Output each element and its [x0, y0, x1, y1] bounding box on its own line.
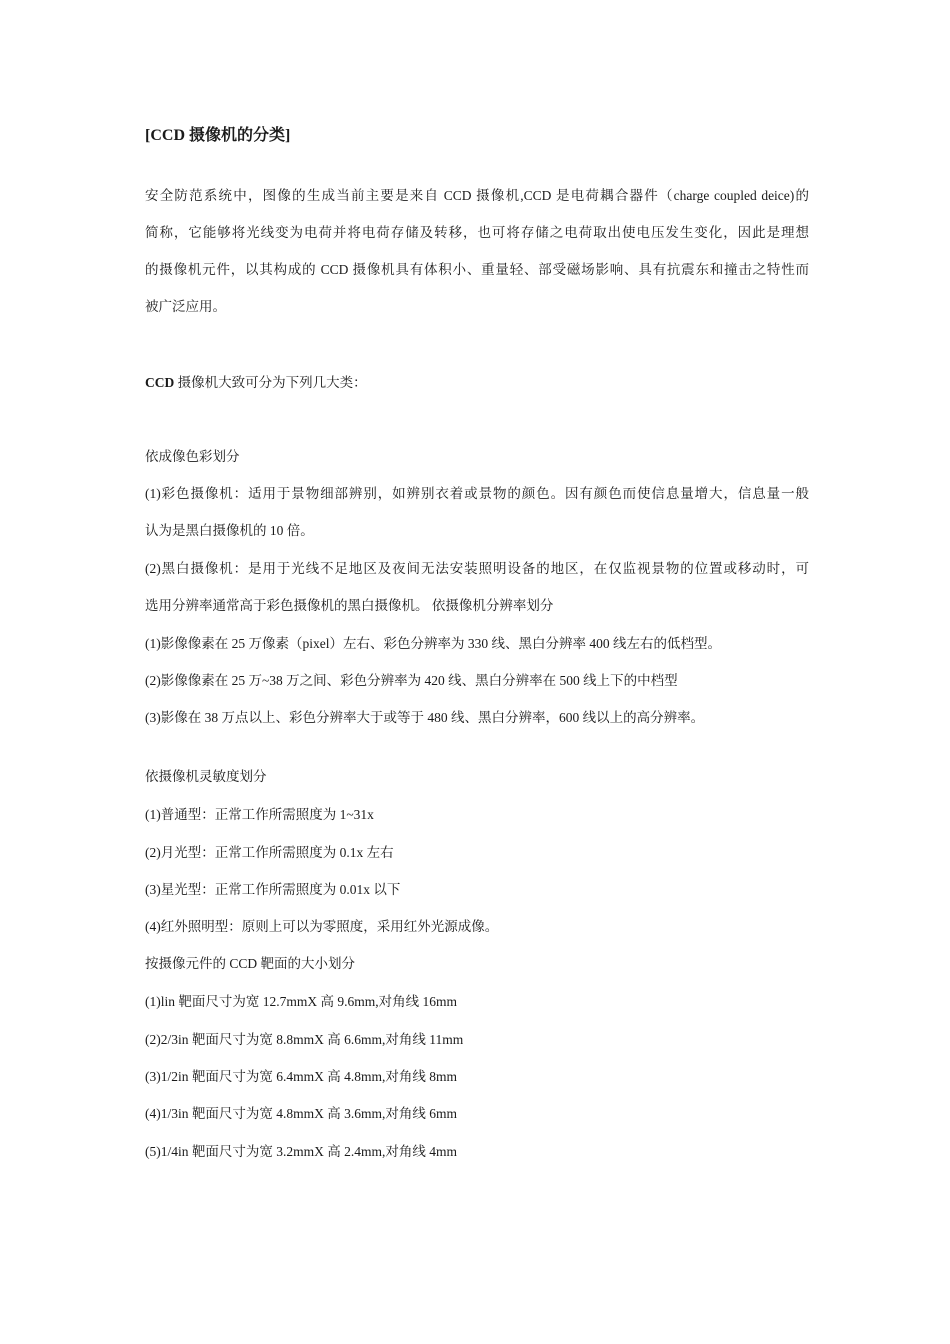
target-line-2: (2)2/3in 靶面尺寸为宽 8.8mmX 高 6.6mm,对角线 11mm [145, 1032, 464, 1047]
color-line-4: 选用分辨率通常高于彩色摄像机的黑白摄像机。 依摄像机分辨率划分 [145, 598, 554, 613]
sensitivity-section-heading: 依摄像机灵敏度划分 [145, 769, 267, 784]
intro-line-3: 的摄像机元件，以其构成的 CCD 摄像机具有体积小、重量轻、部受磁场影响、具有抗震东和撞击之特性而 [145, 262, 809, 277]
intro-line-1: 安全防范系统中，图像的生成当前主要是来自 CCD 摄像机,CCD 是电荷耦合器件（charge coupled deice)的 [145, 188, 809, 203]
sensitivity-line-3: (3)星光型：正常工作所需照度为 0.01x 以下 [145, 882, 401, 897]
sensitivity-line-4: (4)红外照明型：原则上可以为零照度，采用红外光源成像。 [145, 919, 499, 934]
resolution-line-2: (2)影像像素在 25 万~38 万之间、彩色分辨率为 420 线、黑白分辨率在 500 线上下的中档型 [145, 673, 678, 688]
intro-line-4: 被广泛应用。 [145, 299, 226, 314]
target-line-4: (4)1/3in 靶面尺寸为宽 4.8mmX 高 3.6mm,对角线 6mm [145, 1106, 457, 1121]
resolution-line-1: (1)影像像素在 25 万像素（pixel）左右、彩色分辨率为 330 线、黑白分辨率 400 线左右的低档型。 [145, 636, 721, 651]
sensitivity-line-1: (1)普通型：正常工作所需照度为 1~31x [145, 807, 374, 822]
color-section-heading: 依成像色彩划分 [145, 449, 240, 464]
color-line-3: (2)黑白摄像机：是用于光线不足地区及夜间无法安装照明设备的地区，在仅监视景物的位置或移动时，可 [145, 561, 809, 576]
sensitivity-line-2: (2)月光型：正常工作所需照度为 0.1x 左右 [145, 845, 394, 860]
resolution-line-3: (3)影像在 38 万点以上、彩色分辨率大于或等于 480 线、黑白分辨率，600 线以上的高分辨率。 [145, 710, 705, 725]
color-line-1: (1)彩色摄像机：适用于景物细部辨别，如辨别衣着或景物的颜色。因有颜色而使信息量增大，信息量一般 [145, 486, 809, 501]
target-line-3: (3)1/2in 靶面尺寸为宽 6.4mmX 高 4.8mm,对角线 8mm [145, 1069, 457, 1084]
target-line-5: (5)1/4in 靶面尺寸为宽 3.2mmX 高 2.4mm,对角线 4mm [145, 1144, 457, 1159]
document-title: [CCD 摄像机的分类] [145, 127, 291, 144]
categories-lead-bold: CCD [145, 375, 175, 390]
color-line-2: 认为是黑白摄像机的 10 倍。 [145, 523, 314, 538]
categories-lead-rest: 摄像机大致可分为下列几大类： [174, 375, 367, 390]
target-line-1: (1)lin 靶面尺寸为宽 12.7mmX 高 9.6mm,对角线 16mm [145, 994, 457, 1009]
categories-lead [145, 374, 367, 392]
target-section-heading: 按摄像元件的 CCD 靶面的大小划分 [145, 956, 356, 971]
intro-line-2: 简称，它能够将光线变为电荷并将电荷存储及转移，也可将存储之电荷取出使电压发生变化，因此是理想 [145, 225, 809, 240]
